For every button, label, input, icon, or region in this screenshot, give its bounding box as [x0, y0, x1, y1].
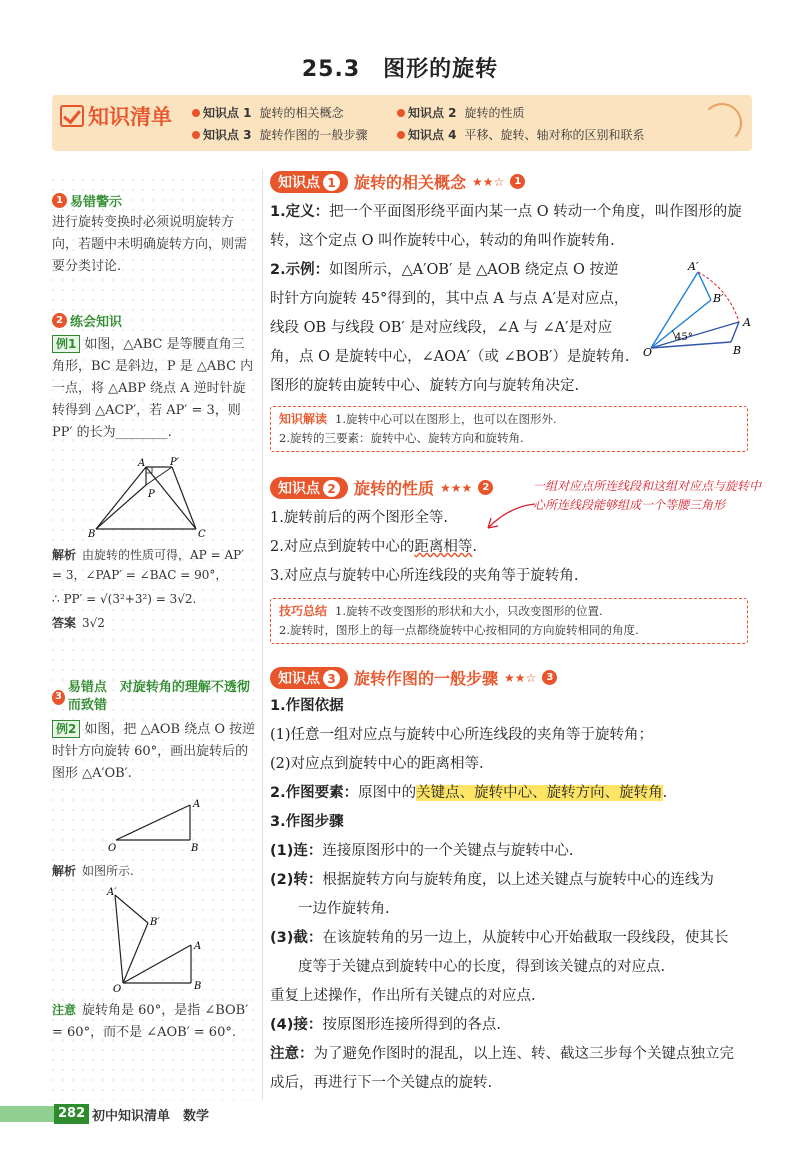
label-A: A	[743, 316, 751, 329]
practice-heading: 2 练会知识	[52, 311, 257, 330]
error-warning-text: 进行旋转变换时必须说明旋转方向，若题中未明确旋转方向，则需要分类讨论.	[52, 215, 248, 274]
label-O: O	[113, 984, 122, 993]
bullet-icon	[192, 109, 200, 117]
label-A-prime: A′	[688, 260, 699, 273]
label-A: A	[194, 941, 202, 952]
example-2-figure	[108, 795, 208, 855]
knowledge-list-banner	[52, 95, 752, 151]
label-B: B	[194, 981, 202, 992]
label-O: O	[643, 346, 653, 359]
stars-icon: ★★★	[440, 480, 473, 495]
label-B: B	[88, 529, 96, 537]
example-2-solution: 解析 如图所示.	[52, 864, 134, 878]
label-B-prime: B′	[713, 292, 724, 305]
kp2-properties: 1.旋转前后的两个图形全等. 2.对应点到旋转中心的距离相等. 3.对应点与旋转中心所连线段的夹角等于旋转角.	[270, 510, 579, 584]
kp2-pill: 知识点 2	[270, 477, 348, 499]
stars-icon: ★★☆	[504, 670, 537, 685]
kp1-heading: 知识点 1 旋转的相关概念 ★★☆ 1	[270, 170, 525, 193]
page-number: 282	[54, 1104, 89, 1124]
attention-note: 注意 旋转角是 60°，是指 ∠BOB′ = 60°，而不是 ∠AOB′ = 60°.	[52, 1003, 249, 1040]
banner-item-2[interactable]: 知识点 2 旋转的性质	[397, 104, 525, 121]
example-1-solution-2: ∴ PP′ = √(3²+3²) = 3√2.	[52, 592, 197, 606]
label-A: A	[193, 799, 201, 810]
handnote-arrow-icon	[480, 496, 540, 536]
label-B: B	[733, 344, 742, 357]
label-B-prime: B′	[150, 917, 160, 928]
banner-item-1[interactable]: 知识点 1 旋转的相关概念	[192, 104, 344, 121]
banner-label: 知识清单	[60, 101, 172, 131]
example-2-text: 例2 如图，把 △AOB 绕点 O 按逆时针方向旋转 60°，画出旋转后的图形 △A′OB′.	[52, 722, 256, 781]
kp3-pill: 知识点 3	[270, 667, 348, 689]
kp1-pill: 知识点 1	[270, 171, 348, 193]
label-C: C	[198, 529, 206, 537]
kp3-content: 1.作图依据 (1)任意一组对应点与旋转中心所连线段的夹角等于旋转角； (2)对应点到旋转中心的距离相等. 2.作图要素：原图中的关键点、旋转中心、旋转方向、旋转角. 3.作图步骤 (1)连：连接原图形中的一个关键点与旋转中心. (2)转：根据旋转方向与旋转角度，以上述关键点与旋转中心的连线为 一边作旋转角. (3)截：在该旋转角的另一边上，从旋转中心开始截取一段线段，使其长 度等于关键点到旋转中心的长度，得到该关键点的对应点. 重复上述操作，作出所有关键点的对应点. (4)接：按原图形连接所得到的各点. 注意：为了避免作图时的混乱，以上连、转、截这三步每个关键点独立完 成后，再进行下一个关键点的旋转.	[270, 698, 734, 1091]
footer-text: 初中知识清单 数学	[92, 1109, 210, 1124]
label-B: B	[191, 843, 199, 854]
example-2-solution-figure	[103, 883, 213, 993]
banner-item-4[interactable]: 知识点 4 平移、旋转、轴对称的区别和联系	[397, 126, 645, 143]
example-1-text: 例1 如图，△ABC 是等腰直角三角形，BC 是斜边，P 是 △ABC 内一点，将 △ABP 绕点 A 逆时针旋转得到 △ACP′，若 AP′ = 3，则 PP′ 的长为________.	[52, 337, 254, 440]
left-sidebar	[48, 175, 260, 1100]
page-title: 25.3 图形的旋转	[301, 57, 499, 82]
example-1-tag: 例1	[52, 335, 80, 353]
label-P: P	[148, 489, 155, 500]
kp2-tips-box: 技巧总结 1.旋转不改变图形的形状和大小，只改变图形的位置. 2.旋转时，图形上的每一点都绕旋转中心按相同的方向旋转相同的角度.	[270, 598, 748, 644]
bullet-icon	[192, 131, 200, 139]
checkbox-icon	[60, 105, 84, 127]
label-P-prime: P′	[170, 457, 179, 468]
decorative-swirl-icon	[702, 103, 742, 143]
example-1-solution: 解析 由旋转的性质可得，AP = AP′ = 3，∠PAP′ = ∠BAC = 90°，	[52, 548, 244, 582]
stars-icon: ★★☆	[472, 174, 505, 189]
handwritten-note: 一组对应点所连线段和这组对应点与旋转中心所连线段能够组成一个等腰三角形	[533, 479, 762, 512]
label-A-prime: A′	[107, 887, 117, 898]
error-warning-heading: 1 易错警示	[52, 191, 257, 210]
kp2-heading: 知识点 2 旋转的性质 ★★★ 2	[270, 476, 493, 499]
angle-label: 45°	[675, 332, 693, 343]
example-1-answer: 答案 3√2	[52, 616, 105, 630]
bullet-icon	[397, 109, 405, 117]
label-A: A	[138, 458, 146, 469]
bullet-icon	[397, 131, 405, 139]
page-footer	[0, 1104, 800, 1124]
kp1-note-box: 知识解读 1.旋转中心可以在图形上，也可以在图形外. 2.旋转的三要素：旋转中心、旋转方向和旋转角.	[270, 406, 748, 452]
kp3-heading: 知识点 3 旋转作图的一般步骤 ★★☆ 3	[270, 666, 557, 689]
example-1-figure	[88, 457, 218, 537]
column-divider	[262, 170, 263, 1100]
example-2-tag: 例2	[52, 720, 80, 738]
label-O: O	[108, 843, 117, 854]
banner-item-3[interactable]: 知识点 3 旋转作图的一般步骤	[192, 126, 368, 143]
attention-icon: 注意	[52, 1003, 77, 1017]
error-point-heading: 3 易错点 对旋转角的理解不透彻而致错	[52, 679, 257, 715]
kp1-rotation-figure	[643, 260, 755, 360]
kp1-definition: 1.定义：把一个平面图形绕平面内某一点 O 转动一个角度，叫作图形的旋转，这个定点 O 叫作旋转中心，转动的角叫作旋转角.	[270, 204, 742, 249]
kp1-example: 2.示例：如图所示，△A′OB′ 是 △AOB 绕定点 O 按逆 时针方向旋转 45°得到的，其中点 A 与点 A′是对应点， 线段 OB 与线段 OB′ 是对应线段，∠A 与 ∠A′是对应 角，点 O 是旋转中心，∠AOA′（或 ∠BOB′）是旋转角. 图形的旋转由旋转中心、旋转方向与旋转角决定.	[270, 262, 630, 394]
